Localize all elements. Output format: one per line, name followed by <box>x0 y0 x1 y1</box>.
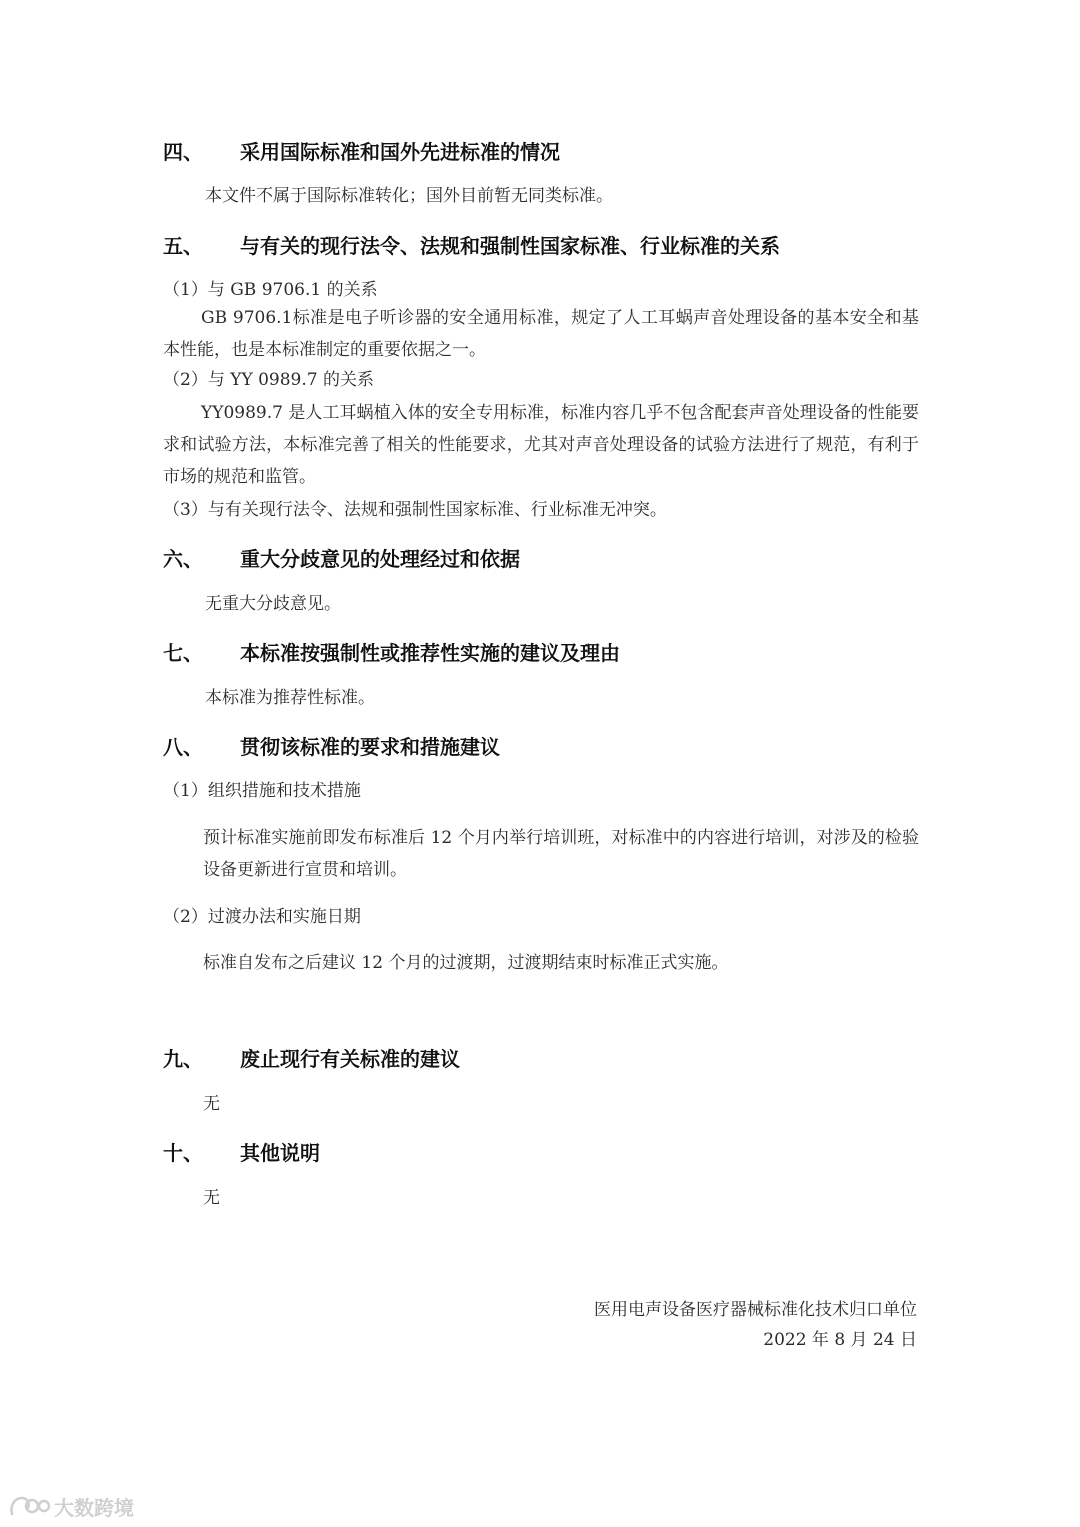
section-5-item-1-body: GB 9706.1标准是电子听诊器的安全通用标准，规定了人工耳蜗声音处理设备的基本安全和基本性能，也是本标准制定的重要依据之一。 <box>163 308 919 360</box>
section-9-number: 九、 <box>163 1047 203 1071</box>
section-9-body: 无 <box>203 1094 220 1114</box>
section-4-title: 采用国际标准和国外先进标准的情况 <box>240 140 560 164</box>
section-5-heading <box>163 230 780 259</box>
section-8-title: 贯彻该标准的要求和措施建议 <box>240 735 500 759</box>
section-9-title: 废止现行有关标准的建议 <box>240 1047 460 1071</box>
section-8-number: 八、 <box>163 735 203 759</box>
section-7-title: 本标准按强制性或推荐性实施的建议及理由 <box>240 641 620 665</box>
section-4-body: 本文件不属于国际标准转化；国外目前暂无同类标准。 <box>205 186 613 206</box>
section-8-item-2-body: 标准自发布之后建议 12 个月的过渡期，过渡期结束时标准正式实施。 <box>203 953 729 973</box>
section-8-heading <box>163 731 500 760</box>
section-5-title: 与有关的现行法令、法规和强制性国家标准、行业标准的关系 <box>240 234 780 258</box>
section-6-title: 重大分歧意见的处理经过和依据 <box>240 547 520 571</box>
watermark-logo-icon <box>8 1494 50 1520</box>
section-7-heading <box>163 637 620 666</box>
section-10-body: 无 <box>203 1188 220 1208</box>
watermark-text: 大数跨境 <box>54 1496 134 1520</box>
section-6-body: 无重大分歧意见。 <box>205 594 341 614</box>
section-8-item-1: （1）组织措施和技术措施 <box>163 781 361 801</box>
section-10-number: 十、 <box>163 1141 203 1165</box>
section-5-number: 五、 <box>163 234 203 258</box>
section-5-item-2: （2）与 YY 0989.7 的关系 <box>163 370 374 390</box>
section-4-number: 四、 <box>163 140 203 164</box>
section-5-item-2-body: YY0989.7 是人工耳蜗植入体的安全专用标准，标准内容几乎不包含配套声音处理设备的性能要求和试验方法，本标准完善了相关的性能要求，尤其对声音处理设备的试验方法进行了规范，有利于市场的规范和监管。 <box>163 403 919 487</box>
section-6-number: 六、 <box>163 547 203 571</box>
section-8-item-1-body: 预计标准实施前即发布标准后 12 个月内举行培训班，对标准中的内容进行培训，对涉及的检验设备更新进行宣贯和培训。 <box>203 828 919 880</box>
section-7-number: 七、 <box>163 641 203 665</box>
section-6-heading <box>163 543 520 572</box>
signature-organization: 医用电声设备医疗器械标准化技术归口单位 <box>594 1300 917 1320</box>
section-8-item-2: （2）过渡办法和实施日期 <box>163 907 361 927</box>
section-4-heading <box>163 136 560 165</box>
section-7-body: 本标准为推荐性标准。 <box>205 688 375 708</box>
section-5-item-1: （1）与 GB 9706.1 的关系 <box>163 280 378 300</box>
signature-date: 2022 年 8 月 24 日 <box>763 1330 917 1350</box>
section-9-heading <box>163 1043 460 1072</box>
section-10-heading <box>163 1137 320 1166</box>
watermark <box>8 1492 134 1521</box>
section-10-title: 其他说明 <box>240 1141 320 1165</box>
section-5-item-3: （3）与有关现行法令、法规和强制性国家标准、行业标准无冲突。 <box>163 500 667 520</box>
